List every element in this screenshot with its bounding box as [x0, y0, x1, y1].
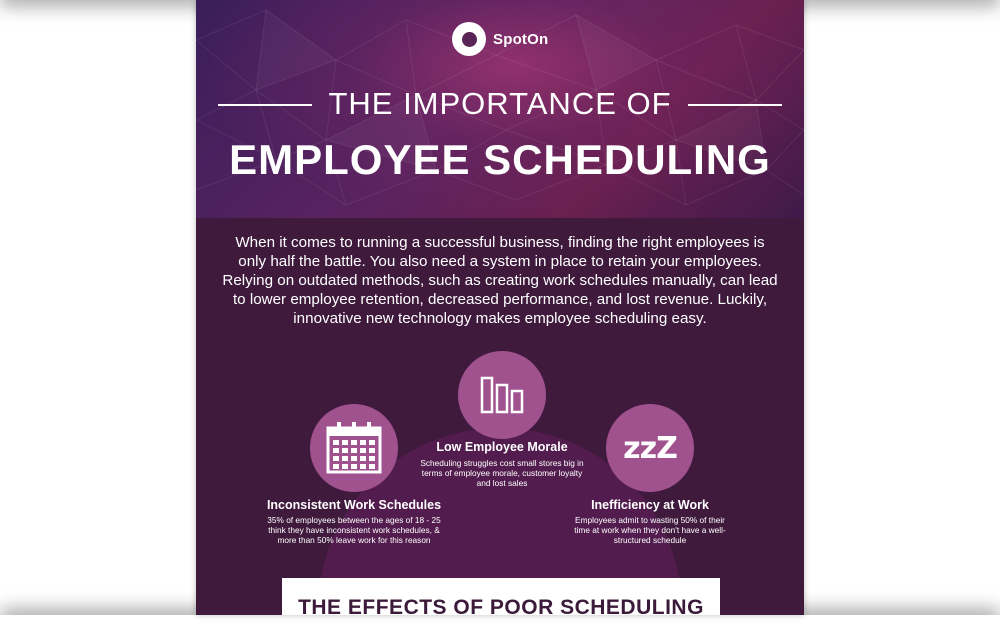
page-shadow-bottom	[0, 615, 1000, 635]
title-line-1: THE IMPORTANCE OF	[328, 86, 672, 121]
stat-desc-inconsistent-schedules: 35% of employees between the ages of 18 - 25 think they have inconsistent work schedules, & more than 50% leave work for this reason	[267, 515, 441, 545]
brand-name: SpotOn	[493, 30, 549, 48]
bar-chart-icon-circle	[458, 351, 546, 439]
calendar-icon-circle	[310, 404, 398, 492]
sleep-icon-circle	[606, 404, 694, 492]
stat-desc-low-morale: Scheduling struggles cost small stores big in terms of employee morale, customer loyalty and lost sales	[420, 458, 584, 488]
bar-chart-icon	[480, 376, 524, 414]
calendar-icon	[326, 422, 382, 474]
stat-title-inconsistent-schedules: Inconsistent Work Schedules	[266, 498, 442, 512]
stat-title-low-morale: Low Employee Morale	[436, 440, 568, 454]
sleep-zzz-icon: zzZ	[623, 430, 677, 466]
section-banner	[282, 578, 720, 615]
stat-desc-inefficiency: Employees admit to wasting 50% of their time at work when they don't have a well-structured schedule	[574, 515, 726, 545]
stat-title-inefficiency: Inefficiency at Work	[591, 498, 709, 512]
infographic[interactable]	[196, 0, 804, 615]
intro-paragraph: When it comes to running a successful business, finding the right employees is only half the battle. You also need a system in place to retain your employees. Relying on outdated methods, such as creating work schedules manually, can lead to lower employee retention, decreased performance, and lost revenue. Luckily, innovative new technology makes employee scheduling easy.	[222, 234, 778, 327]
hero-header	[196, 0, 804, 218]
spoton-logo	[452, 22, 548, 56]
spoton-logo-icon	[452, 22, 486, 56]
section-title: THE EFFECTS OF POOR SCHEDULING	[298, 596, 704, 615]
page-title: EMPLOYEE SCHEDULING	[229, 136, 771, 183]
